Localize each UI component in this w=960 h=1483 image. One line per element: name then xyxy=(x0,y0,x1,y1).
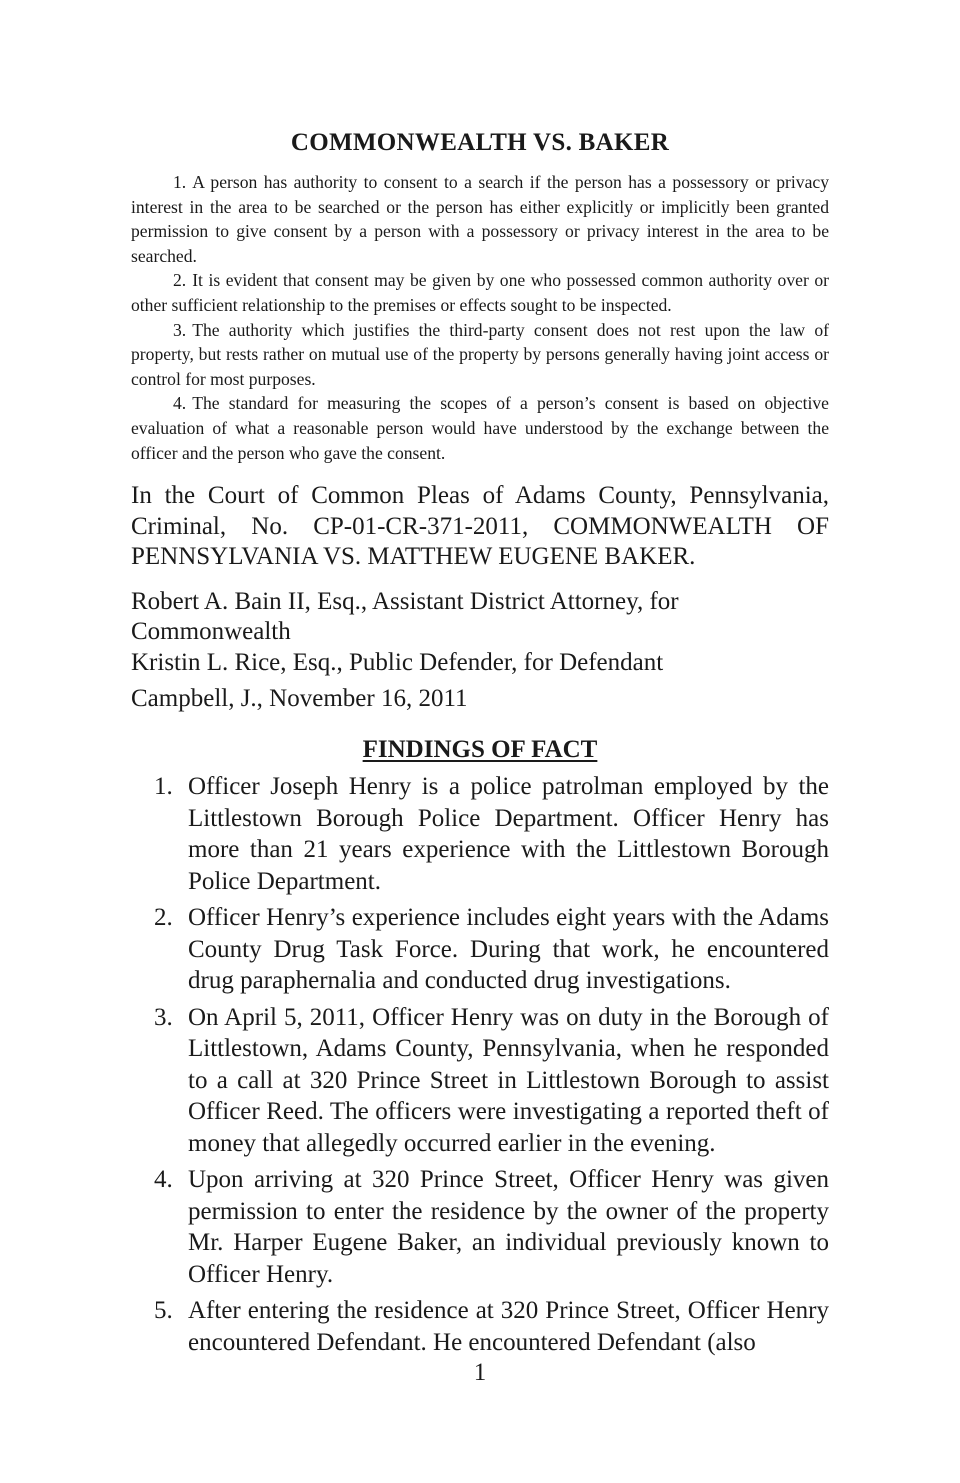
finding-text: Officer Joseph Henry is a police patrolman employed by the Littlestown Borough Police Department. Officer Henry has more than 21 years experience with the Littlestown Borough Police Department. xyxy=(188,773,829,895)
judge-date-line: Campbell, J., November 16, 2011 xyxy=(131,685,468,713)
finding-text: Upon arriving at 320 Prince Street, Officer Henry was given permission to enter the residence by the owner of the property Mr. Harper Eugene Baker, an individual previously known to Officer Henry. xyxy=(188,1166,829,1288)
case-caption: In the Court of Common Pleas of Adams County, Pennsylvania, Criminal, No. CP-01-CR-371-2011, COMMONWEALTH OF PENNSYLVANIA VS. MATTHEW EUGENE BAKER. xyxy=(131,482,829,571)
finding-number-cell xyxy=(131,771,188,897)
headnote-2 xyxy=(131,268,829,317)
findings-list xyxy=(131,771,829,1358)
finding-number-cell xyxy=(131,1295,188,1358)
finding-number: 4. xyxy=(154,1166,173,1194)
headnote-number: 3. xyxy=(173,319,187,340)
finding-item xyxy=(131,902,829,997)
headnote-text: The authority which justifies the third-party consent does not rest upon the law of property, but rests rather on mutual use of the property by persons generally having joint access or control for most purposes. xyxy=(131,319,829,389)
headnote-4 xyxy=(131,391,829,465)
finding-text: On April 5, 2011, Officer Henry was on duty in the Borough of Littlestown, Adams County, Pennsylvania, when he responded to a call at 320 Prince Street in Littlestown Borough to assist Officer Reed. The officers were investigating a reported theft of money that allegedly occurred earlier in the evening. xyxy=(188,1003,829,1157)
finding-number: 1. xyxy=(154,773,173,801)
finding-item xyxy=(131,771,829,897)
headnote-1 xyxy=(131,170,829,268)
finding-text: After entering the residence at 320 Prince Street, Officer Henry encountered Defendant. He encountered Defendant (also xyxy=(188,1297,829,1356)
counsel-block xyxy=(131,587,829,679)
finding-number-cell xyxy=(131,1002,188,1160)
case-title: COMMONWEALTH VS. BAKER xyxy=(290,129,670,156)
headnote-text: The standard for measuring the scopes of a person’s consent is based on objective evaluation of what a reasonable person would have understood by the exchange between the officer and the person who gave the consent. xyxy=(131,393,829,463)
finding-item xyxy=(131,1164,829,1290)
counsel-defendant: Kristin L. Rice, Esq., Public Defender, for Defendant xyxy=(131,648,664,676)
finding-item xyxy=(131,1002,829,1160)
headnote-number: 1. xyxy=(173,172,187,192)
finding-item xyxy=(131,1295,829,1358)
counsel-commonwealth: Robert A. Bain II, Esq., Assistant District Attorney, for Commonwealth xyxy=(131,587,679,646)
headnote-number: 4. xyxy=(173,393,187,414)
headnote-text: It is evident that consent may be given by one who possessed common authority over or other sufficient relationship to the premises or effects sought to be inspected. xyxy=(131,270,829,315)
finding-number-cell xyxy=(131,902,188,997)
finding-text: Officer Henry’s experience includes eight years with the Adams County Drug Task Force. During that work, he encountered drug paraphernalia and conducted drug investigations. xyxy=(188,904,829,995)
finding-number: 2. xyxy=(154,904,173,932)
headnotes xyxy=(131,170,829,465)
finding-number: 5. xyxy=(154,1297,173,1325)
headnote-number: 2. xyxy=(173,270,187,291)
headnote-3 xyxy=(131,318,829,392)
page-number: 1 xyxy=(473,1359,487,1386)
findings-heading: FINDINGS OF FACT xyxy=(362,735,598,763)
finding-number: 3. xyxy=(154,1003,173,1031)
document-page xyxy=(131,126,829,1363)
finding-number-cell xyxy=(131,1164,188,1290)
headnote-text: A person has authority to consent to a search if the person has a possessory or privacy interest in the area to be searched or the person has either explicitly or implicitly been granted permission to give consent by a person with a possessory or privacy interest in the area to be searched. xyxy=(131,172,829,266)
